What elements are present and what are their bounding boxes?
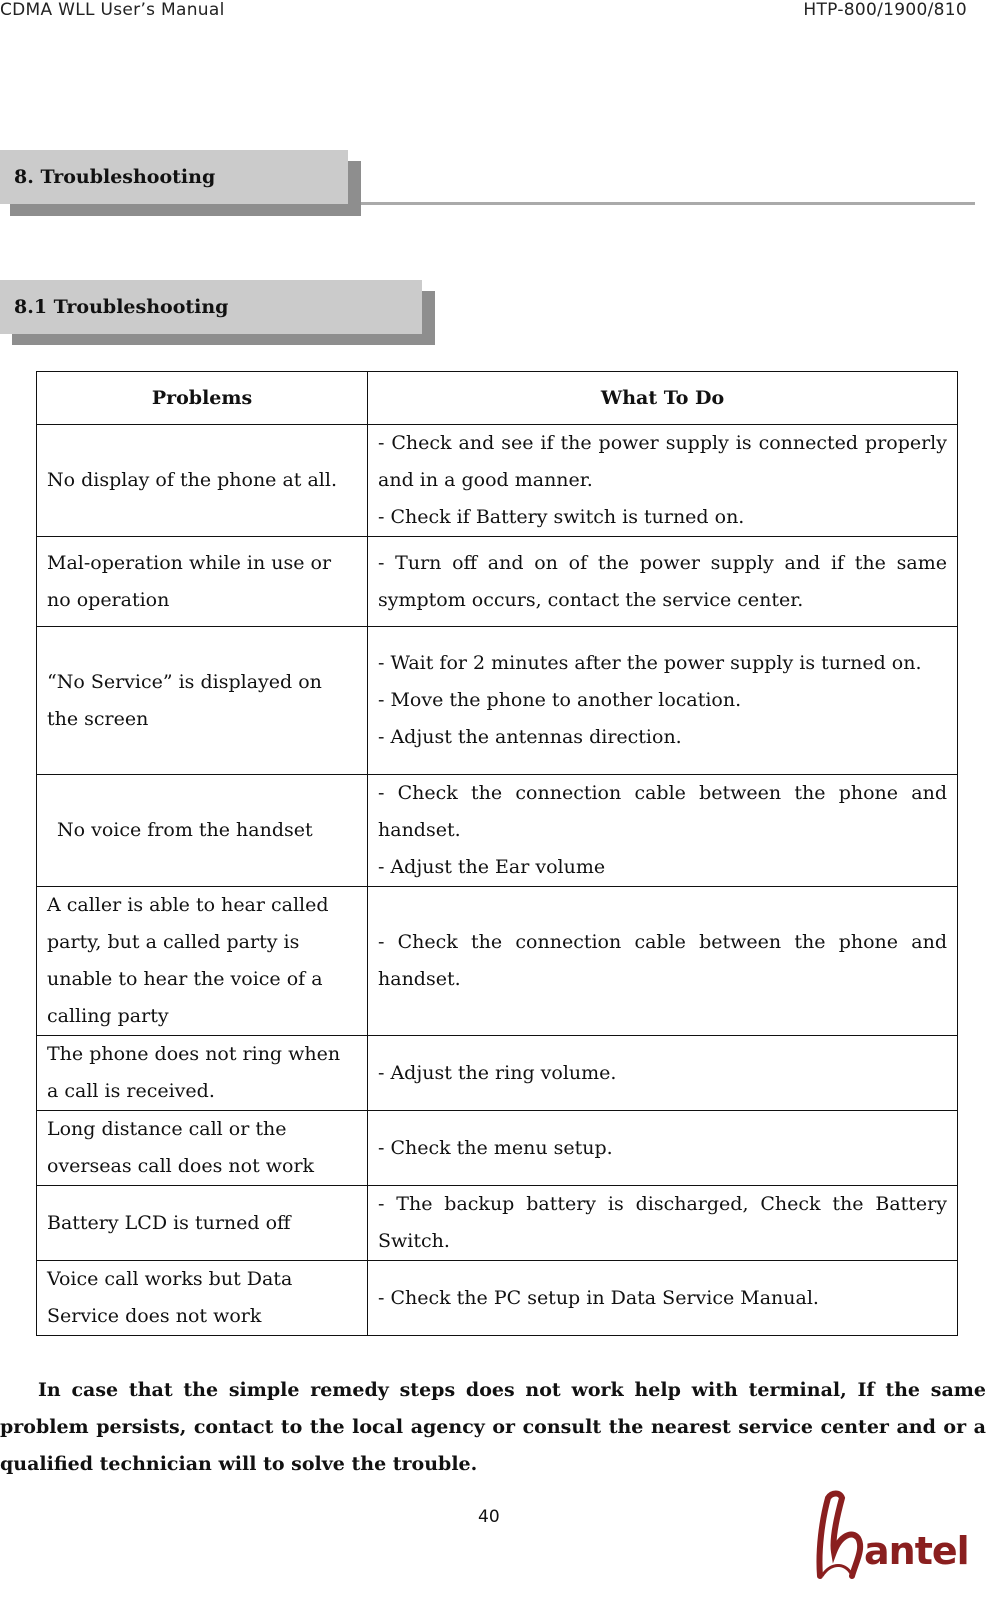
problem-cell: No voice from the handset — [37, 775, 368, 887]
table-row — [37, 425, 958, 537]
problem-cell: Battery LCD is turned off — [37, 1186, 368, 1261]
action-line: - Check the menu setup. — [378, 1136, 613, 1159]
action-line: - Check the PC setup in Data Service Manual. — [378, 1286, 819, 1309]
table-row — [37, 887, 958, 1036]
svg-text:antel: antel — [864, 1529, 969, 1573]
action-line: - Check if Battery switch is turned on. — [378, 506, 745, 528]
hantel-logo — [812, 1490, 988, 1580]
closing-note: In case that the simple remedy steps does not work help with terminal, If the same problem persists, contact to the local agency or consult the nearest service center and or a qualified technician will to solve the trouble. — [0, 1379, 986, 1475]
troubleshooting-table — [36, 371, 958, 1336]
table-row — [37, 1111, 958, 1186]
column-header-problems: Problems — [37, 372, 368, 425]
table-row — [37, 627, 958, 775]
action-cell — [368, 1111, 958, 1186]
section-rule — [361, 202, 975, 205]
action-cell — [368, 425, 958, 537]
table-row — [37, 537, 958, 627]
problem-cell: Voice call works but Data Service does not work — [37, 1261, 368, 1336]
table-row — [37, 1261, 958, 1336]
action-cell — [368, 627, 958, 775]
action-cell — [368, 1261, 958, 1336]
action-line: - Check and see if the power supply is connected properly and in a good manner. — [378, 432, 947, 491]
problem-cell: No display of the phone at all. — [37, 425, 368, 537]
column-header-what-to-do: What To Do — [368, 372, 958, 425]
action-cell — [368, 1186, 958, 1261]
table-header-row — [37, 372, 958, 425]
table-row — [37, 1036, 958, 1111]
action-cell — [368, 537, 958, 627]
section-heading: 8. Troubleshooting — [0, 150, 348, 204]
problem-cell: Mal-operation while in use or no operation — [37, 537, 368, 627]
running-header-model: HTP-800/1900/810 — [803, 0, 967, 20]
problem-cell: The phone does not ring when a call is received. — [37, 1036, 368, 1111]
action-cell — [368, 775, 958, 887]
action-line: - Check the connection cable between the phone and handset. — [378, 782, 947, 841]
page-number: 40 — [478, 1507, 500, 1527]
problem-cell: “No Service” is displayed on the screen — [37, 627, 368, 775]
table-row — [37, 775, 958, 887]
problem-cell: Long distance call or the overseas call does not work — [37, 1111, 368, 1186]
action-line: - Move the phone to another location. — [378, 689, 742, 711]
action-line: - Adjust the ring volume. — [378, 1061, 617, 1084]
action-cell — [368, 1036, 958, 1111]
action-line: - Adjust the antennas direction. — [378, 726, 682, 748]
action-line: - Adjust the Ear volume — [378, 856, 606, 878]
action-cell — [368, 887, 958, 1036]
subsection-heading: 8.1 Troubleshooting — [0, 280, 422, 334]
running-header-title: CDMA WLL User’s Manual — [0, 0, 225, 20]
action-line: - Wait for 2 minutes after the power supply is turned on. — [378, 652, 922, 674]
action-line: - Check the connection cable between the phone and handset. — [378, 931, 947, 990]
action-line: - Turn off and on of the power supply and if the same symptom occurs, contact the service center. — [378, 551, 947, 611]
action-line: - The backup battery is discharged, Check the Battery Switch. — [378, 1193, 947, 1252]
problem-cell: A caller is able to hear called party, but a called party is unable to hear the voice of a calling party — [37, 887, 368, 1036]
table-row — [37, 1186, 958, 1261]
